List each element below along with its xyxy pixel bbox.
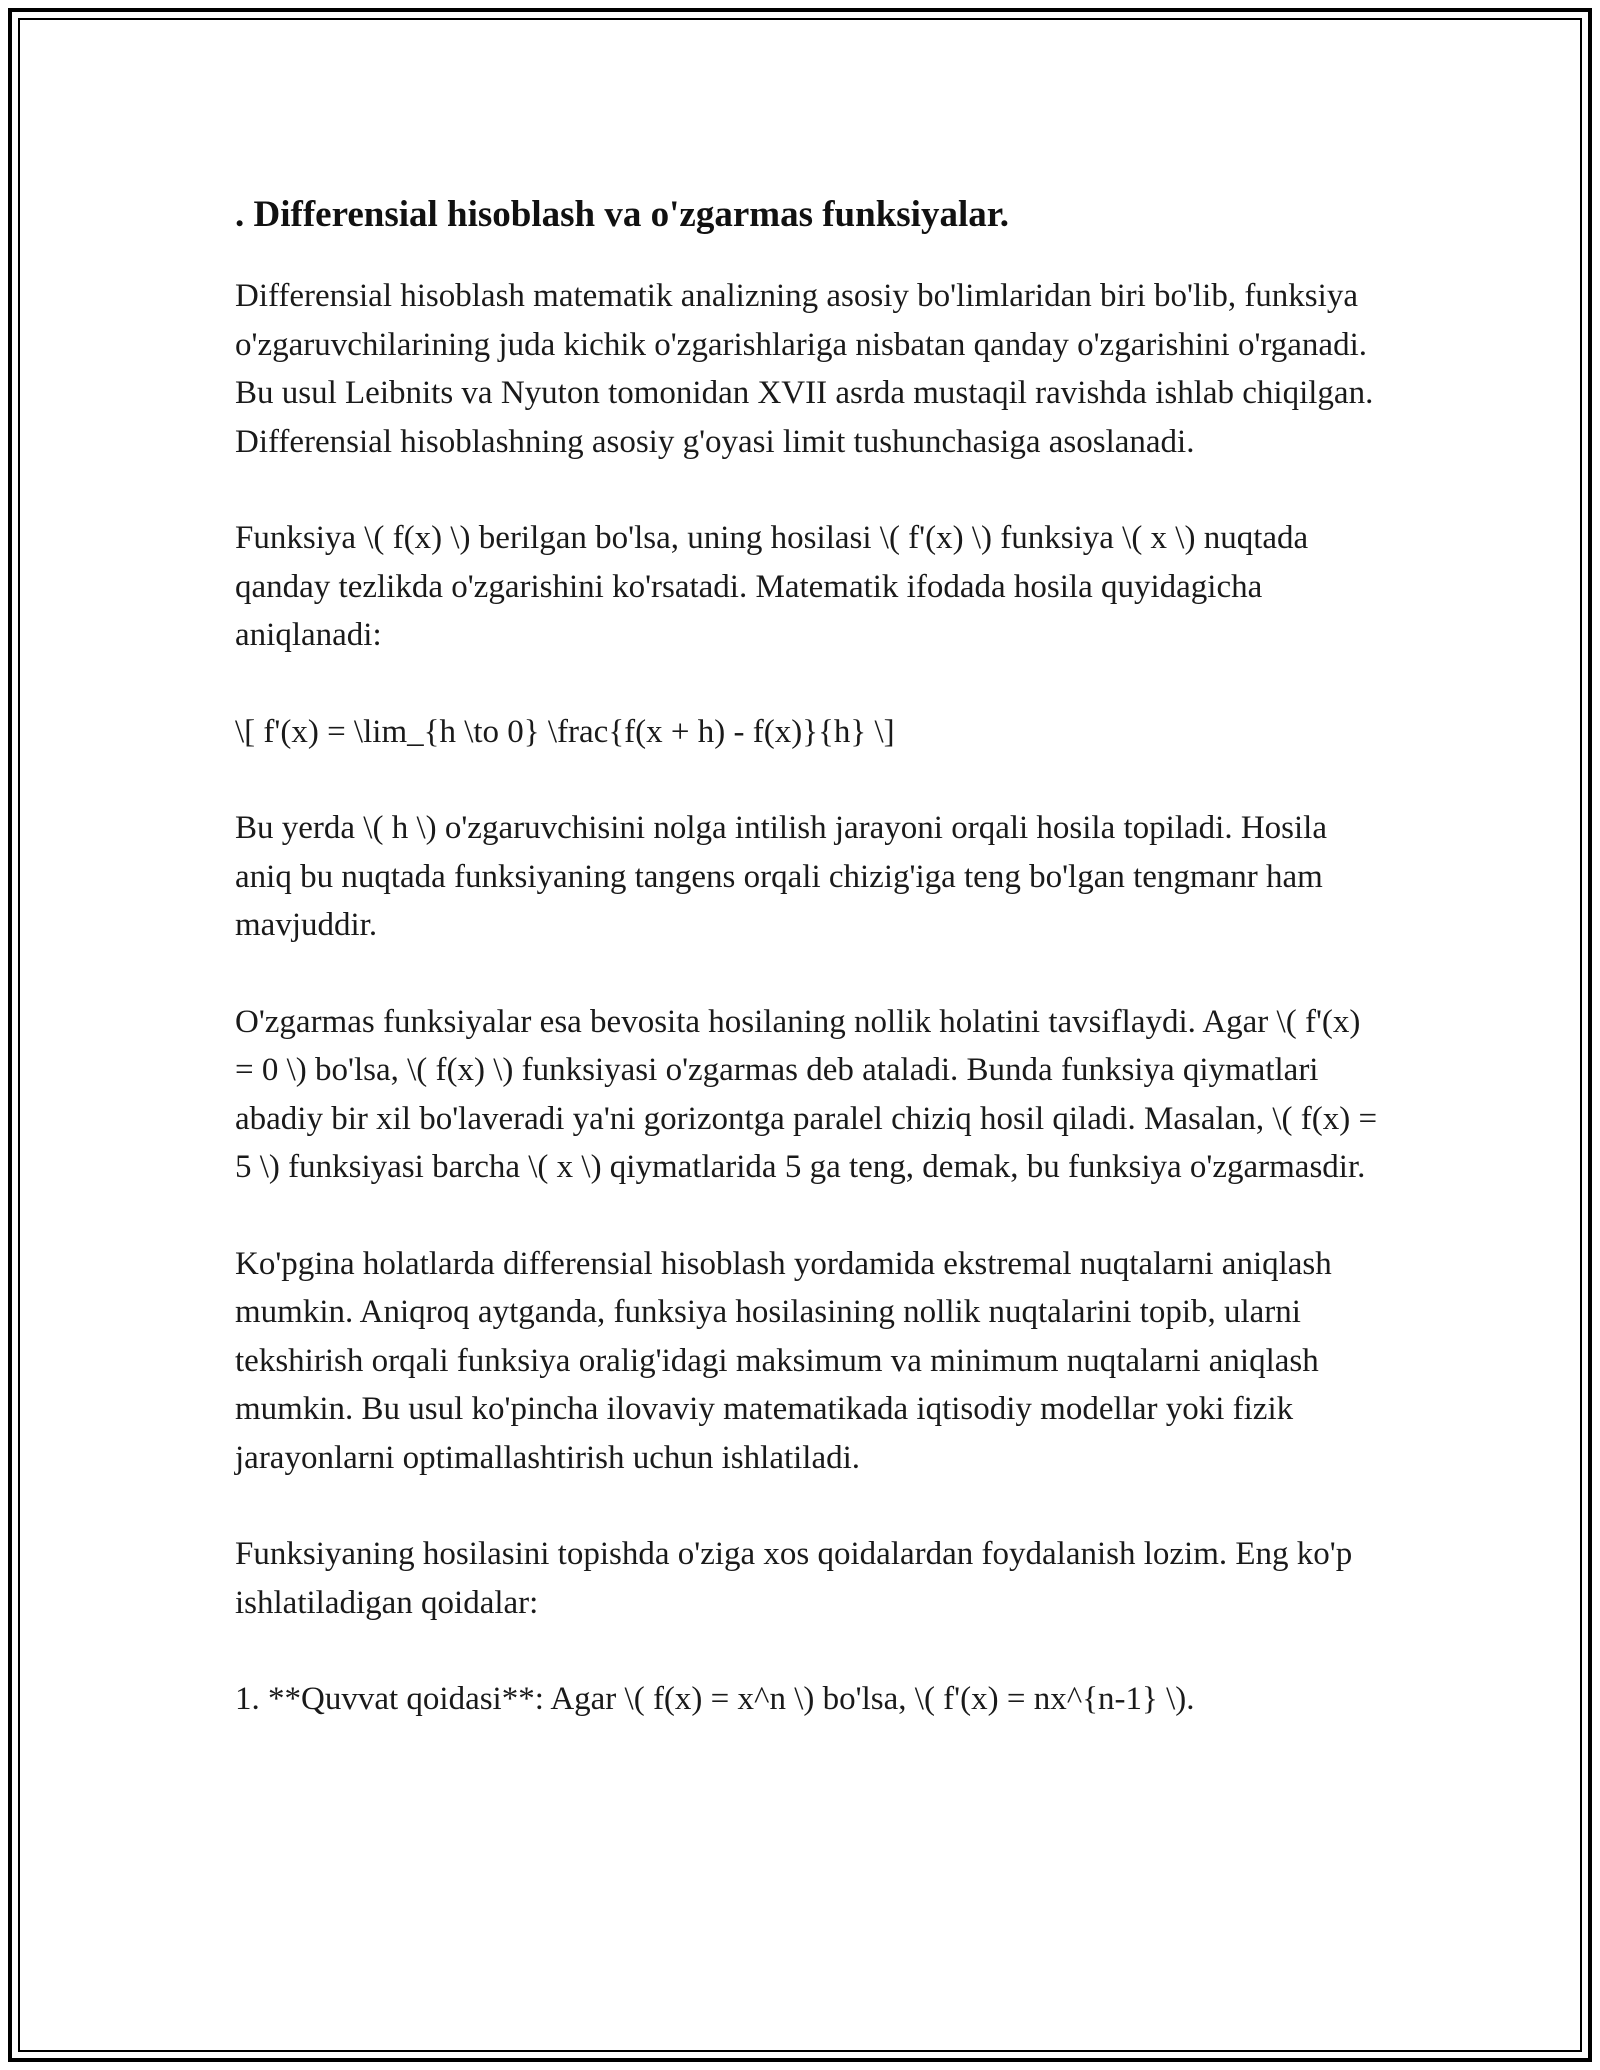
document-title: . Differensial hisoblash va o'zgarmas funksiyalar. (235, 194, 1010, 235)
paragraph-rules-intro: Funksiyaning hosilasini topishda o'ziga xos qoidalardan foydalanish lozim. Eng ko'p ishlatiladigan qoidalar: (235, 1536, 1353, 1621)
list-item-power-rule: 1. **Quvvat qoidasi**: Agar \( f(x) = x^n \) bo'lsa, \( f'(x) = nx^{n-1} \). (235, 1681, 1195, 1717)
paragraph-extrema: Ko'pgina holatlarda differensial hisoblash yordamida ekstremal nuqtalarni aniqlash mumkin. Aniqroq aytganda, funksiya hosilasining nollik nuqtalarini topib, ularni tekshirish orqali funksiya oralig'idagi maksimum va minimum nuqtalarni aniqlash mumkin. Bu usul ko'pincha ilovaviy matematikada iqtisodiy modellar yoki fizik jarayonlarni optimallashtirish uchun ishlatiladi. (235, 1245, 1332, 1476)
formula-limit-definition: \[ f'(x) = \lim_{h \to 0} \frac{f(x + h) - f(x)}{h} \] (235, 713, 895, 750)
paragraph-derivative-definition: Funksiya \( f(x) \) berilgan bo'lsa, uning hosilasi \( f'(x) \) funksiya \( x \) nuqtada qanday tezlikda o'zgarishini ko'rsatadi. Matematik ifodada hosila quyidagicha aniqlanadi: (235, 520, 1309, 653)
paragraph-intro: Differensial hisoblash matematik analizning asosiy bo'limlaridan biri bo'lib, funksiya o'zgaruvchilarining juda kichik o'zgarishlariga nisbatan qanday o'zgarishini o'rganadi. Bu usul Leibnits va Nyuton tomonidan XVII asrda mustaqil ravishda ishlab chiqilgan. Differensial hisoblashning asosiy g'oyasi limit tushunchasiga asoslanadi. (235, 278, 1374, 460)
paragraph-constant-functions: O'zgarmas funksiyalar esa bevosita hosilaning nollik holatini tavsiflaydi. Agar \( f'(x) = 0 \) bo'lsa, \( f(x) \) funksiyasi o'zgarmas deb ataladi. Bunda funksiya qiymatlari abadiy bir xil bo'laveradi ya'ni gorizontga paralel chiziq hosil qiladi. Masalan, \( f(x) = 5 \) funksiyasi barcha \( x \) qiymatlarida 5 ga teng, demak, bu funksiya o'zgarmasdir. (235, 1003, 1378, 1185)
paragraph-h-explanation: Bu yerda \( h \) o'zgaruvchisini nolga intilish jarayoni orqali hosila topiladi. Hosila aniq bu nuqtada funksiyaning tangens orqali chizig'iga teng bo'lgan tengmanr ham mavjuddir. (235, 810, 1327, 943)
document-body (235, 188, 1385, 1772)
